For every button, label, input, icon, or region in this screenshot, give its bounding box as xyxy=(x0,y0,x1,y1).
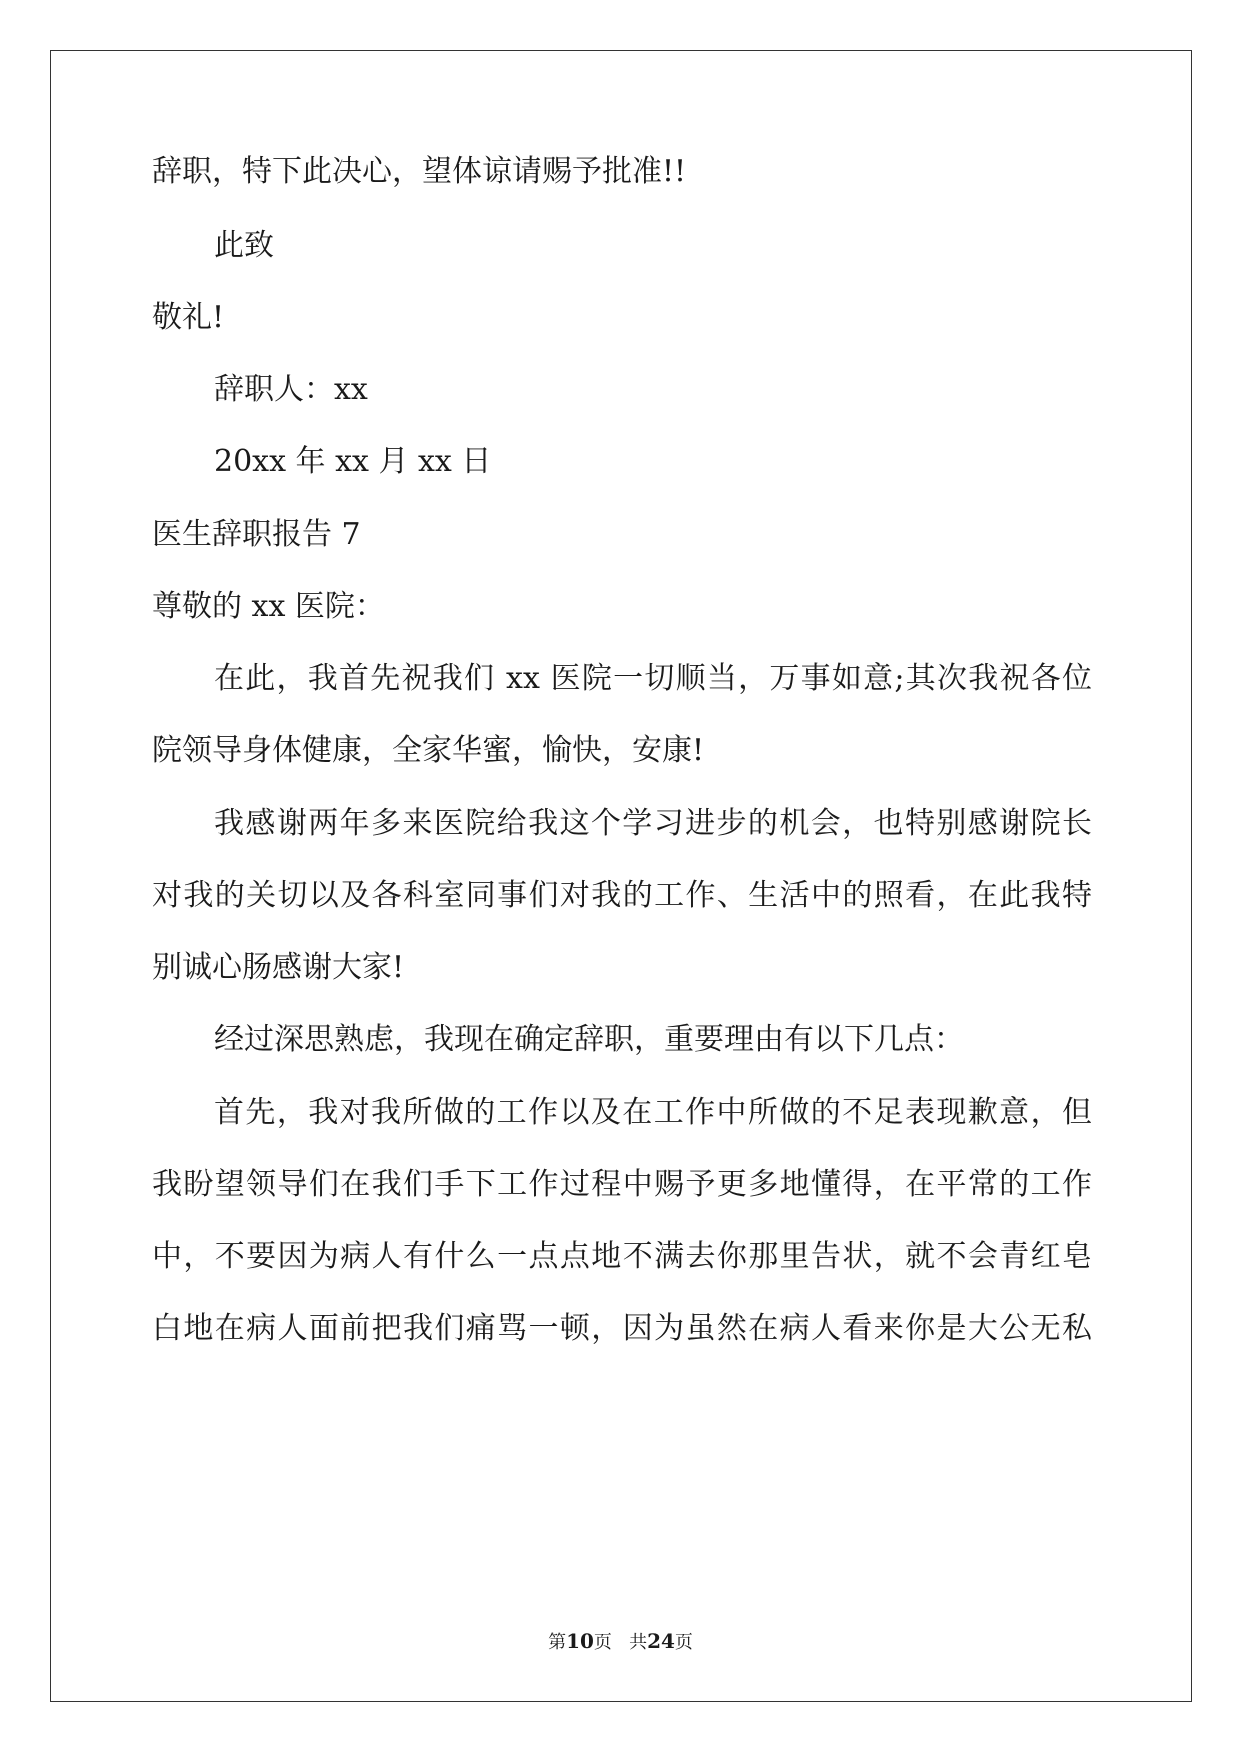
footer-mid: 页 共 xyxy=(593,1632,648,1653)
closing-salutation: 此致 xyxy=(214,228,274,263)
section-title: 医生辞职报告 7 xyxy=(152,517,361,552)
page-footer xyxy=(0,1629,1241,1655)
text-line: 对我的关切以及各科室同事们对我的工作、生活中的照看，在此我特 xyxy=(152,878,1092,913)
text-line: 别诚心肠感谢大家! xyxy=(152,950,405,985)
text-line: 院领导身体健康，全家华蜜，愉快，安康! xyxy=(152,733,705,768)
text-line: 首先，我对我所做的工作以及在工作中所做的不足表现歉意，但 xyxy=(214,1095,1092,1130)
signature-line: 辞职人：xx xyxy=(214,372,368,407)
total-pages: 24 xyxy=(647,1629,675,1653)
text-line: 中，不要因为病人有什么一点点地不满去你那里告状，就不会青红皂 xyxy=(152,1239,1092,1274)
footer-suffix: 页 xyxy=(674,1632,693,1653)
greeting-line: 尊敬的 xx 医院： xyxy=(152,589,385,624)
text-line: 辞职，特下此决心，望体谅请赐予批准!! xyxy=(152,154,687,189)
text-line: 我盼望领导们在我们手下工作过程中赐予更多地懂得，在平常的工作 xyxy=(152,1167,1092,1202)
page-number: 10 xyxy=(566,1629,594,1653)
footer-prefix: 第 xyxy=(548,1632,567,1653)
closing-regards: 敬礼! xyxy=(152,300,225,335)
text-line: 我感谢两年多来医院给我这个学习进步的机会，也特别感谢院长 xyxy=(214,806,1092,841)
text-line: 在此，我首先祝我们 xx 医院一切顺当，万事如意;其次我祝各位 xyxy=(214,661,1092,696)
text-line: 经过深思熟虑，我现在确定辞职，重要理由有以下几点： xyxy=(214,1022,964,1057)
text-line: 白地在病人面前把我们痛骂一顿，因为虽然在病人看来你是大公无私 xyxy=(152,1311,1092,1346)
date-line: 20xx 年 xx 月 xx 日 xyxy=(214,444,492,479)
